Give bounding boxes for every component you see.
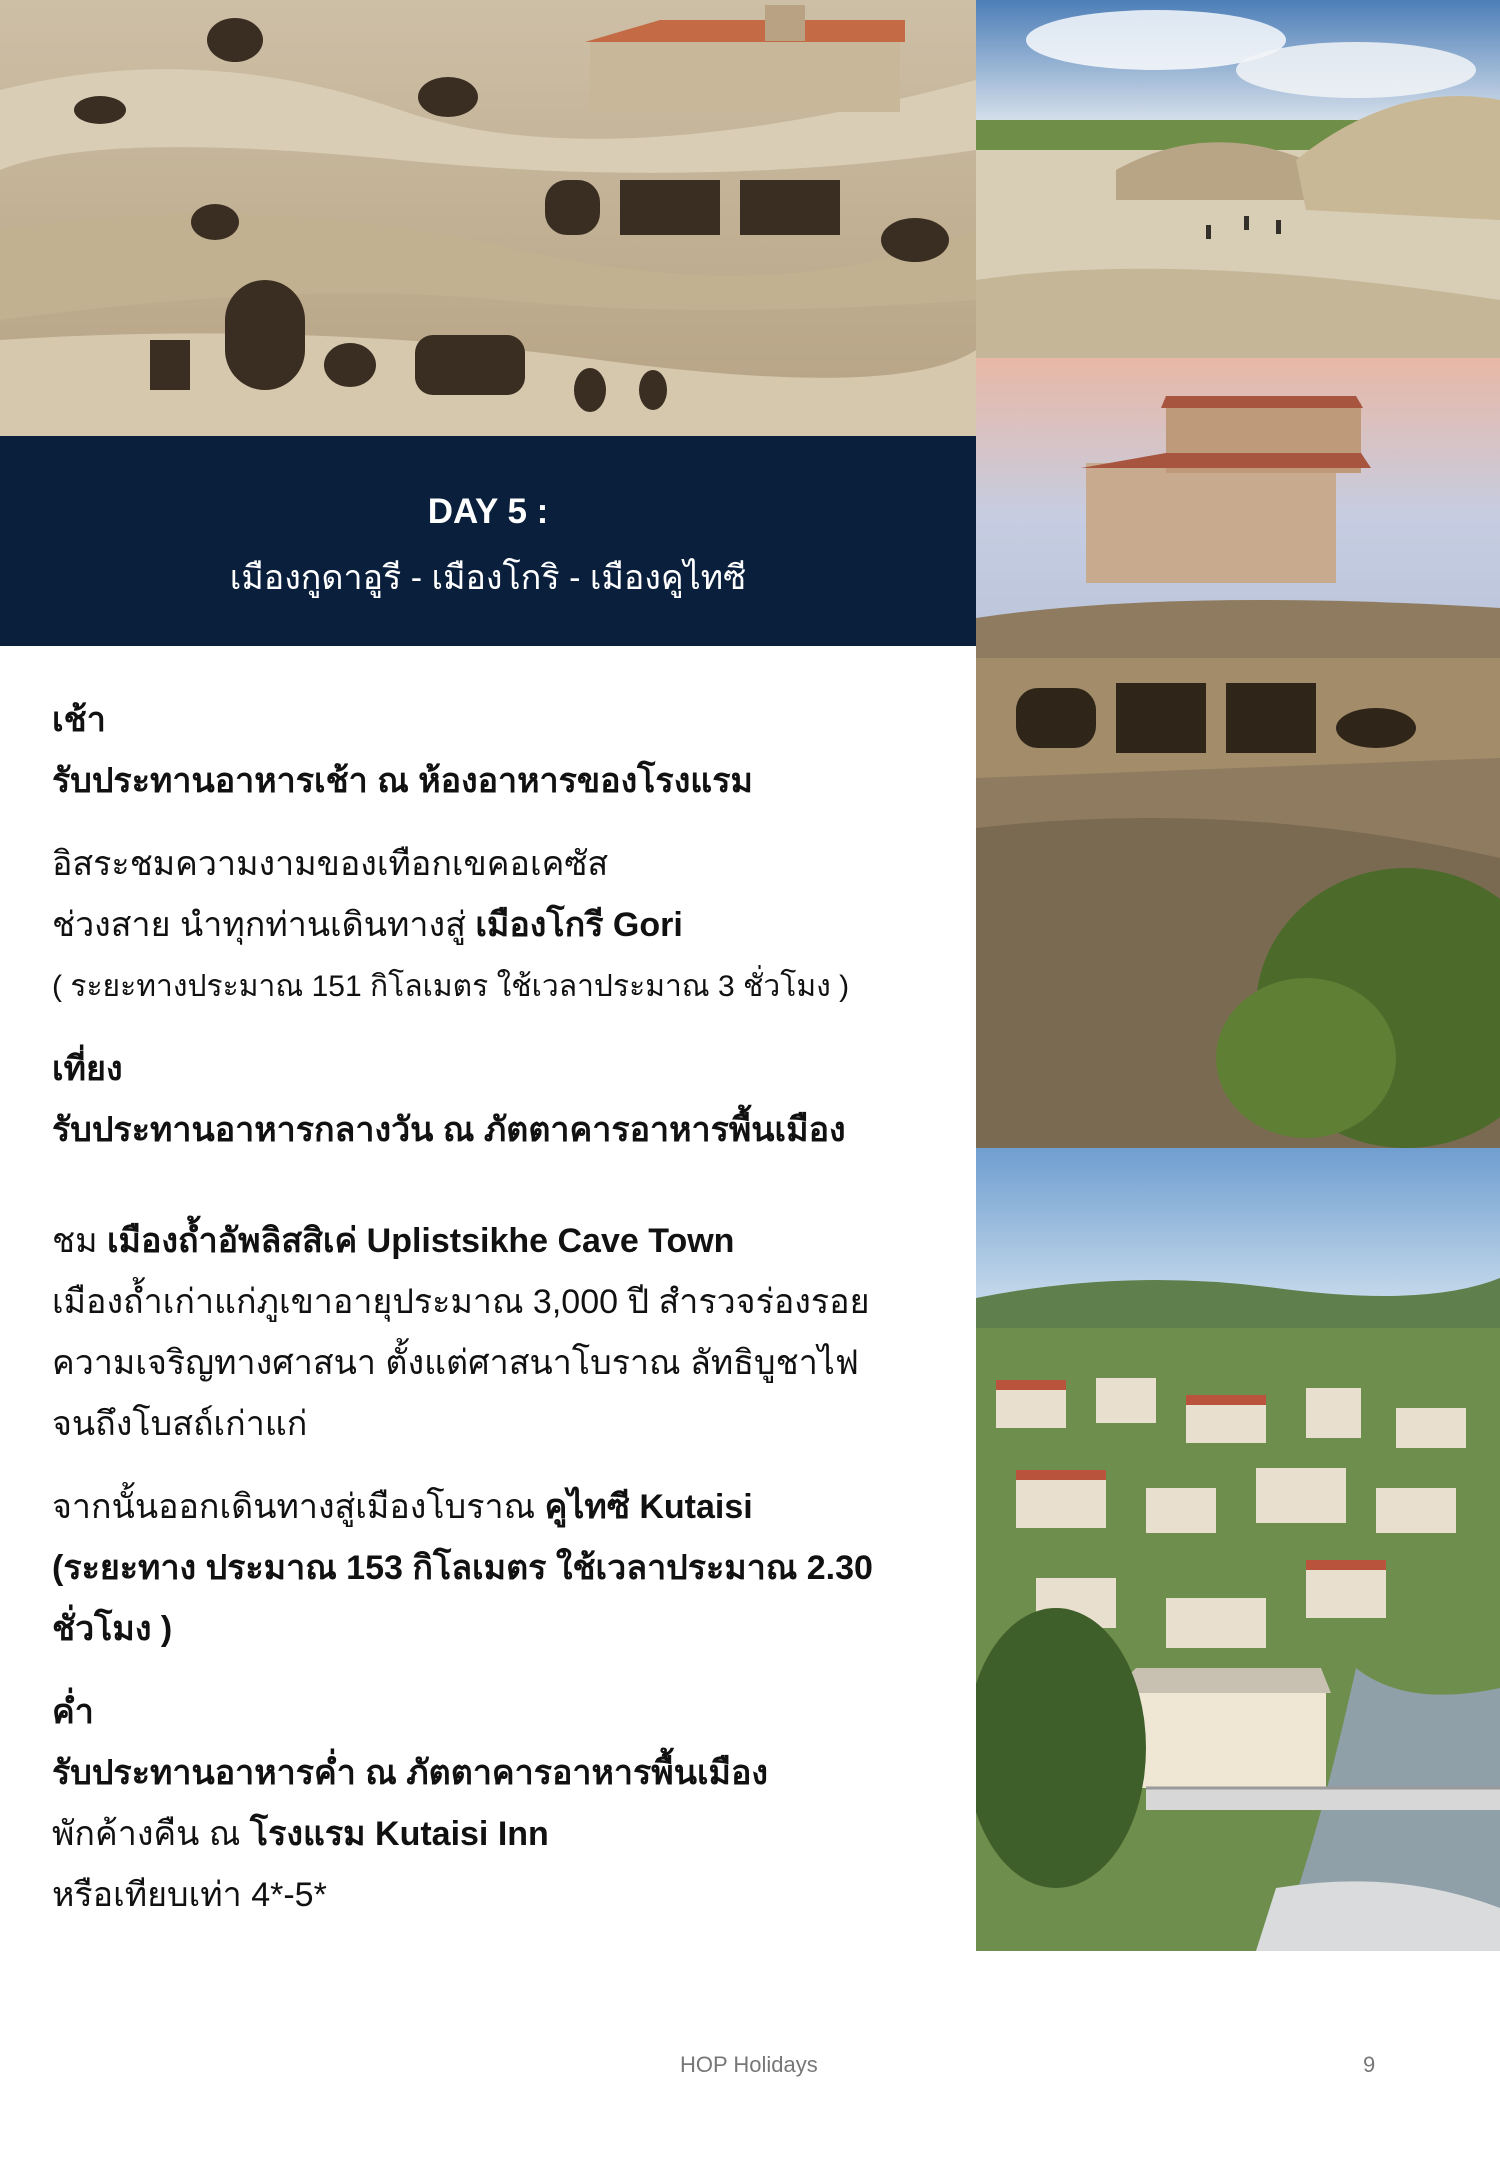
hotel-name: โรงแรม Kutaisi Inn	[249, 1815, 549, 1853]
kutaisi-distance-1: (ระยะทาง ประมาณ 153 กิโลเมตร ใช้เวลาประมาณ 2.30	[52, 1549, 873, 1587]
to-kutaisi-text	[52, 1477, 952, 1538]
kutaisi-city-photo	[976, 1148, 1500, 1951]
to-gori-prefix: ช่วงสาย นำทุกท่านเดินทางสู่	[52, 906, 476, 944]
day-route: เมืองกูดาอูรี - เมืองโกริ - เมืองคูไทซี	[229, 559, 747, 597]
to-gori-text	[52, 895, 952, 956]
breakfast-text: รับประทานอาหารเช้า ณ ห้องอาหารของโรงแรม	[52, 762, 753, 800]
lunch-text: รับประทานอาหารกลางวัน ณ ภัตตาคารอาหารพื้นเมือง	[52, 1111, 846, 1149]
cave-desc-1: เมืองถ้ำเก่าแก่ภูเขาอายุประมาณ 3,000 ปี สำรวจร่องรอย	[52, 1283, 870, 1321]
gori-name: เมืองโกรี Gori	[475, 906, 683, 944]
cave-plateau-photo	[976, 0, 1500, 358]
dinner-text: รับประทานอาหารค่ำ ณ ภัตตาคารอาหารพื้นเมือง	[52, 1754, 768, 1792]
gori-distance: ( ระยะทางประมาณ 151 กิโลเมตร ใช้เวลาประมาณ 3 ชั่วโมง )	[52, 970, 850, 1003]
day-banner	[0, 436, 976, 646]
day-title: DAY 5 :	[427, 492, 549, 531]
to-kutaisi-prefix: จากนั้นออกเดินทางสู่เมืองโบราณ	[52, 1488, 545, 1526]
footer-brand: HOP Holidays	[680, 2052, 818, 2077]
evening-heading: ค่ำ	[52, 1693, 94, 1731]
hotel-text	[52, 1804, 952, 1865]
visit-prefix: ชม	[52, 1222, 107, 1260]
kutaisi-name: คูไทซี Kutaisi	[544, 1488, 753, 1526]
church-cliff-photo	[976, 358, 1500, 1148]
itinerary	[52, 690, 952, 1926]
hotel-alt: หรือเทียบเท่า 4*-5*	[52, 1876, 327, 1914]
page-number: 9	[1363, 2052, 1376, 2077]
cave-desc-2: ความเจริญทางศาสนา ตั้งแต่ศาสนาโบราณ ลัทธิบูชาไฟ	[52, 1344, 859, 1382]
visit-text	[52, 1211, 952, 1272]
hero-cave-town-photo	[0, 0, 976, 436]
caucasus-text: อิสระชมความงามของเทือกเขคอเคซัส	[52, 845, 609, 883]
uplistsikhe-name: เมืองถ้ำอัพลิสสิเค่ Uplistsikhe Cave Town	[106, 1222, 735, 1260]
noon-heading: เที่ยง	[52, 1050, 123, 1088]
hotel-prefix: พักค้างคืน ณ	[52, 1815, 250, 1853]
morning-heading: เช้า	[52, 701, 106, 739]
cave-desc-3: จนถึงโบสถ์เก่าแก่	[52, 1405, 308, 1443]
kutaisi-distance-2: ชั่วโมง )	[52, 1610, 173, 1648]
